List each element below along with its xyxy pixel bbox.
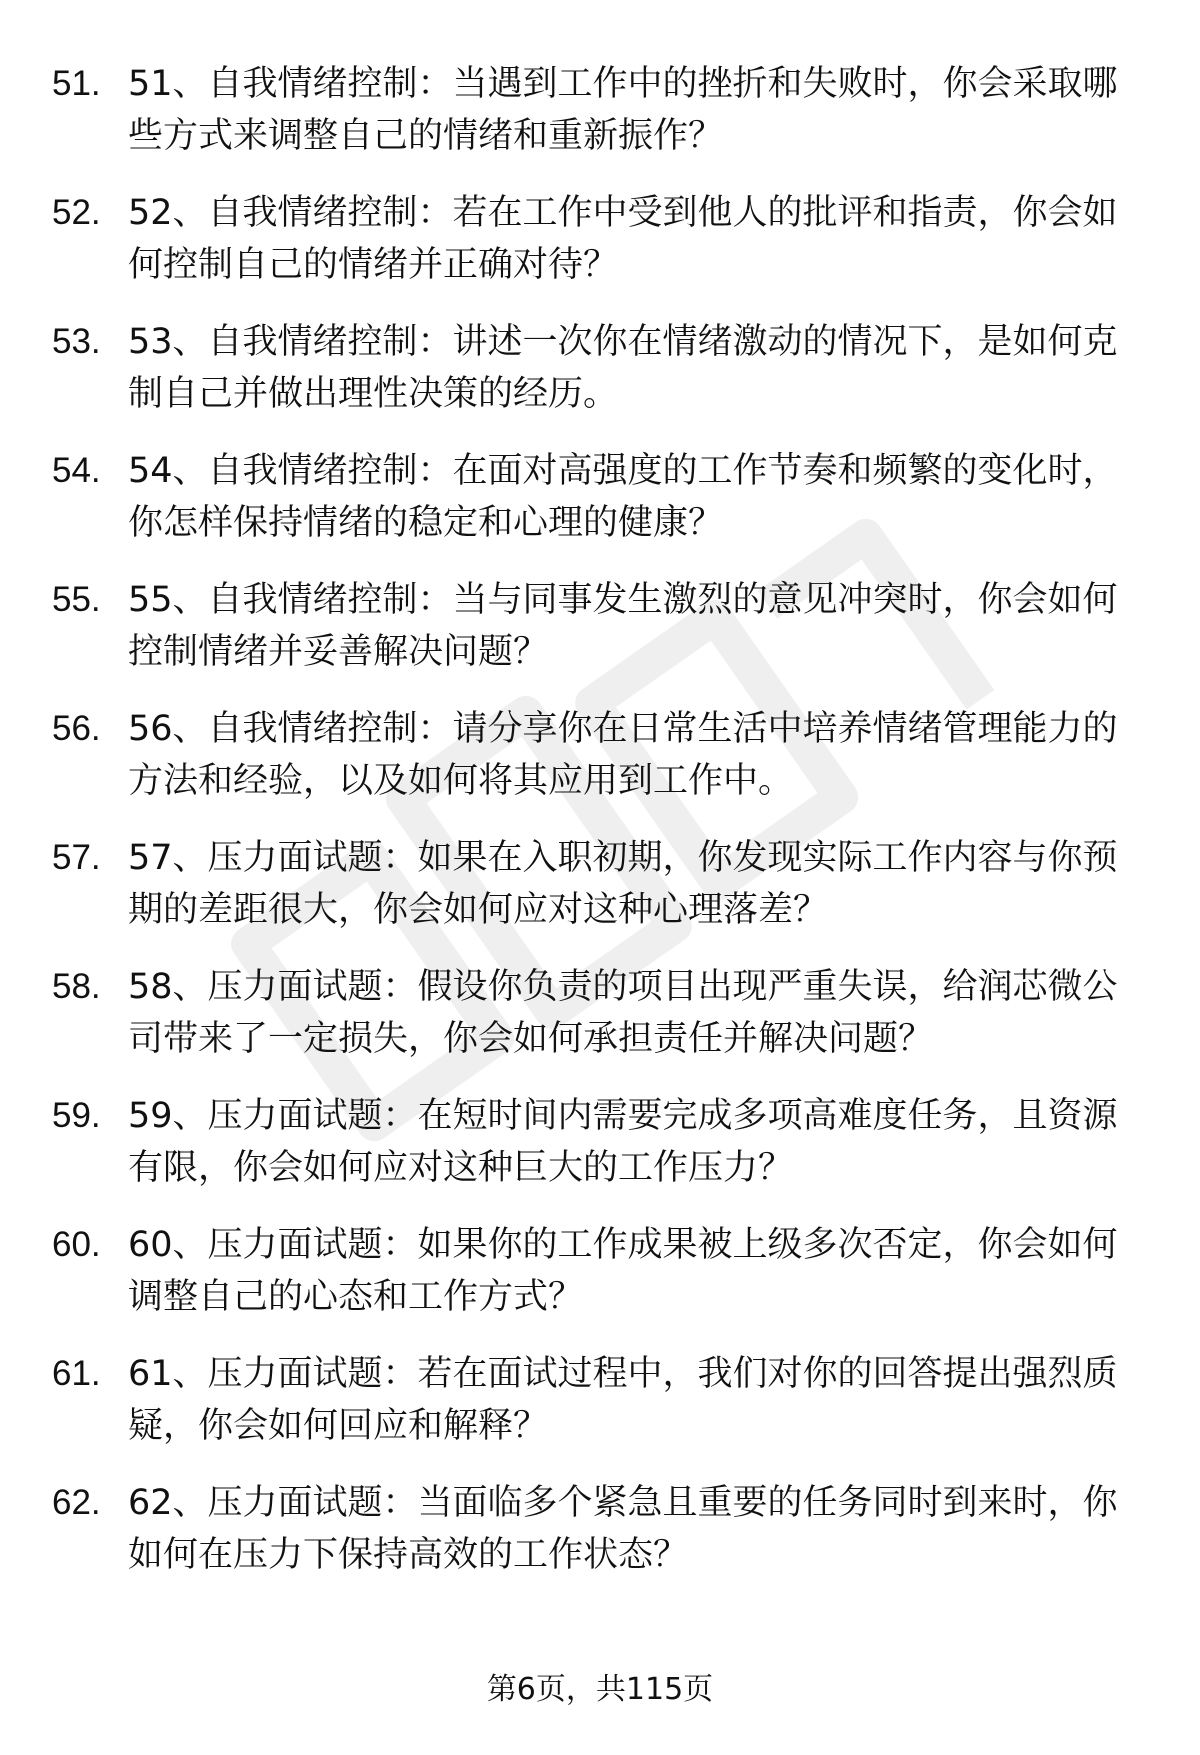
question-item-62 (52, 1477, 1152, 1581)
question-number: 61. (52, 1354, 101, 1393)
question-number: 57. (52, 838, 101, 877)
question-text: 58、压力面试题：假设你负责的项目出现严重失误，给润芯微公司带来了一定损失，你会如何承担责任并解决问题？ (128, 967, 1118, 1059)
question-item-54 (52, 445, 1152, 549)
question-item-51 (52, 58, 1152, 162)
question-number: 58. (52, 967, 101, 1006)
page-footer: 第6页，共115页 (486, 1672, 714, 1707)
question-number: 51. (52, 64, 101, 103)
question-item-52 (52, 187, 1152, 291)
question-item-57 (52, 832, 1152, 936)
question-item-58 (52, 961, 1152, 1065)
question-number: 55. (52, 580, 101, 619)
question-number: 62. (52, 1483, 101, 1522)
question-text: 62、压力面试题：当面临多个紧急且重要的任务同时到来时，你如何在压力下保持高效的工作状态？ (128, 1483, 1118, 1575)
question-number: 59. (52, 1096, 101, 1135)
question-number: 52. (52, 193, 101, 232)
question-text: 61、压力面试题：若在面试过程中，我们对你的回答提出强烈质疑，你会如何回应和解释？ (128, 1354, 1118, 1446)
question-number: 53. (52, 322, 101, 361)
question-text: 51、自我情绪控制：当遇到工作中的挫折和失败时，你会采取哪些方式来调整自己的情绪和重新振作？ (128, 64, 1118, 156)
question-text: 57、压力面试题：如果在入职初期，你发现实际工作内容与你预期的差距很大，你会如何应对这种心理落差？ (128, 838, 1118, 930)
question-number: 60. (52, 1225, 101, 1264)
question-text: 60、压力面试题：如果你的工作成果被上级多次否定，你会如何调整自己的心态和工作方式？ (128, 1225, 1118, 1317)
question-item-61 (52, 1348, 1152, 1452)
question-item-59 (52, 1090, 1152, 1194)
question-text: 53、自我情绪控制：讲述一次你在情绪激动的情况下，是如何克制自己并做出理性决策的经历。 (128, 322, 1118, 414)
question-number: 54. (52, 451, 101, 490)
question-item-55 (52, 574, 1152, 678)
question-number: 56. (52, 709, 101, 748)
question-text: 54、自我情绪控制：在面对高强度的工作节奏和频繁的变化时，你怎样保持情绪的稳定和心理的健康？ (128, 451, 1118, 543)
question-item-60 (52, 1219, 1152, 1323)
question-item-53 (52, 316, 1152, 420)
question-text: 55、自我情绪控制：当与同事发生激烈的意见冲突时，你会如何控制情绪并妥善解决问题？ (128, 580, 1118, 672)
question-list (52, 58, 1152, 1606)
question-text: 56、自我情绪控制：请分享你在日常生活中培养情绪管理能力的方法和经验，以及如何将其应用到工作中。 (128, 709, 1118, 801)
question-item-56 (52, 703, 1152, 807)
question-text: 59、压力面试题：在短时间内需要完成多项高难度任务，且资源有限，你会如何应对这种巨大的工作压力？ (128, 1096, 1118, 1188)
question-text: 52、自我情绪控制：若在工作中受到他人的批评和指责，你会如何控制自己的情绪并正确对待？ (128, 193, 1118, 285)
